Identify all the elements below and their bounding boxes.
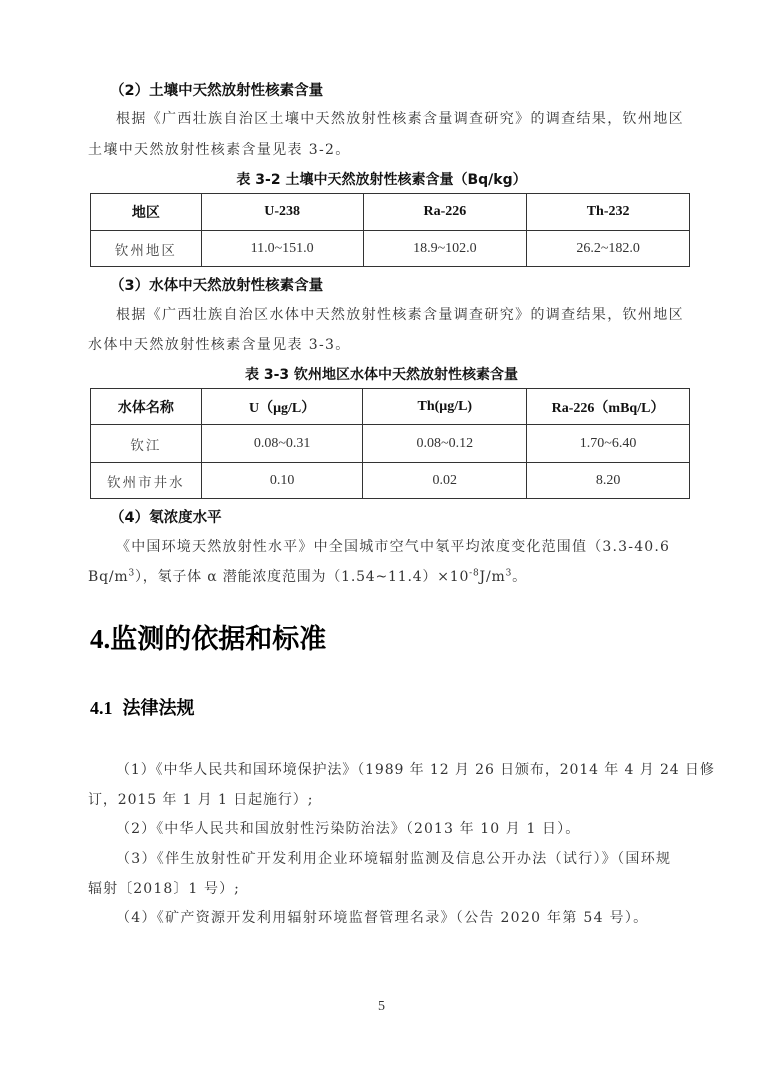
section-4-1-heading [90, 694, 195, 720]
water-section-heading: （3）水体中天然放射性核素含量 [110, 278, 324, 294]
table-row [91, 231, 690, 267]
table-cell: 0.08~0.31 [201, 425, 363, 463]
table-cell: 钦州地区 [91, 231, 202, 267]
table-header-cell: 水体名称 [91, 389, 202, 425]
table-header-cell: Ra-226（mBq/L） [527, 389, 690, 425]
section-title: 法律法规 [122, 698, 195, 719]
table-header-cell: U-238 [201, 194, 363, 231]
law-item-3-line1: （3）《伴生放射性矿开发利用企业环境辐射监测及信息公开办法（试行）》（国环规 [116, 851, 672, 867]
table-header-cell: 地区 [91, 194, 202, 231]
chapter-4-heading [90, 617, 326, 656]
table-cell: 18.9~102.0 [363, 231, 527, 267]
table-cell: 钦江 [91, 425, 202, 463]
page-number: 5 [378, 999, 385, 1014]
chapter-title: 监测的依据和标准 [110, 624, 327, 655]
table-header-cell: U（μg/L） [201, 389, 363, 425]
radon-paragraph-line2 [88, 566, 527, 586]
table-3-3 [90, 388, 690, 499]
section-number: 4.1 [90, 698, 113, 718]
law-item-1-line1: （1）《中华人民共和国环境保护法》（1989 年 12 月 26 日颁布，2014 年 4 月 24 日修 [116, 762, 715, 778]
table-row [91, 463, 690, 499]
superscript: -8 [469, 568, 480, 579]
law-item-2: （2）《中华人民共和国放射性污染防治法》（2013 年 10 月 1 日）。 [116, 821, 581, 837]
table-cell: 1.70~6.40 [527, 425, 690, 463]
table-cell: 26.2~182.0 [527, 231, 690, 267]
radon-text: 。 [512, 569, 527, 585]
table-header-row [91, 389, 690, 425]
law-item-1-line2: 订，2015 年 1 月 1 日起施行）; [88, 792, 314, 808]
table-header-row [91, 194, 690, 231]
table-cell: 8.20 [527, 463, 690, 499]
water-paragraph-line1: 根据《广西壮族自治区水体中天然放射性核素含量调查研究》的调查结果，钦州地区 [116, 307, 684, 323]
table-cell: 钦州市井水 [91, 463, 202, 499]
superscript: 3 [128, 568, 135, 579]
table-cell: 11.0~151.0 [201, 231, 363, 267]
radon-text: Bq/m [88, 569, 129, 585]
law-item-3-line2: 辐射〔2018〕1 号）; [88, 881, 241, 897]
radon-text: ），氡子体 α 潜能浓度范围为（1.54~11.4）×10 [134, 569, 470, 585]
table-header-cell: Ra-226 [363, 194, 527, 231]
soil-paragraph-line2: 土壤中天然放射性核素含量见表 3-2。 [88, 142, 351, 158]
radon-paragraph-line1: 《中国环境天然放射性水平》中全国城市空气中氡平均浓度变化范围值（3.3-40.6 [116, 539, 671, 555]
table-3-2 [90, 193, 690, 267]
superscript: 3 [505, 568, 513, 579]
table-cell: 0.08~0.12 [363, 425, 527, 463]
law-item-4: （4）《矿产资源开发利用辐射环境监督管理名录》（公告 2020 年第 54 号）。 [116, 910, 649, 926]
soil-section-heading: （2）土壤中天然放射性核素含量 [110, 83, 324, 99]
chapter-number: 4. [90, 624, 111, 654]
table-row [91, 425, 690, 463]
table-3-3-caption: 表 3-3 钦州地区水体中天然放射性核素含量 [244, 367, 519, 383]
table-cell: 0.10 [201, 463, 363, 499]
table-cell: 0.02 [363, 463, 527, 499]
table-header-cell: Th(μg/L) [363, 389, 527, 425]
radon-text: J/m [479, 569, 506, 585]
table-3-2-caption: 表 3-2 土壤中天然放射性核素含量（Bq/kg） [236, 172, 527, 188]
table-header-cell: Th-232 [527, 194, 690, 231]
radon-section-heading: （4）氡浓度水平 [110, 510, 222, 526]
water-paragraph-line2: 水体中天然放射性核素含量见表 3-3。 [88, 337, 351, 353]
soil-paragraph-line1: 根据《广西壮族自治区土壤中天然放射性核素含量调查研究》的调查结果，钦州地区 [116, 111, 684, 127]
